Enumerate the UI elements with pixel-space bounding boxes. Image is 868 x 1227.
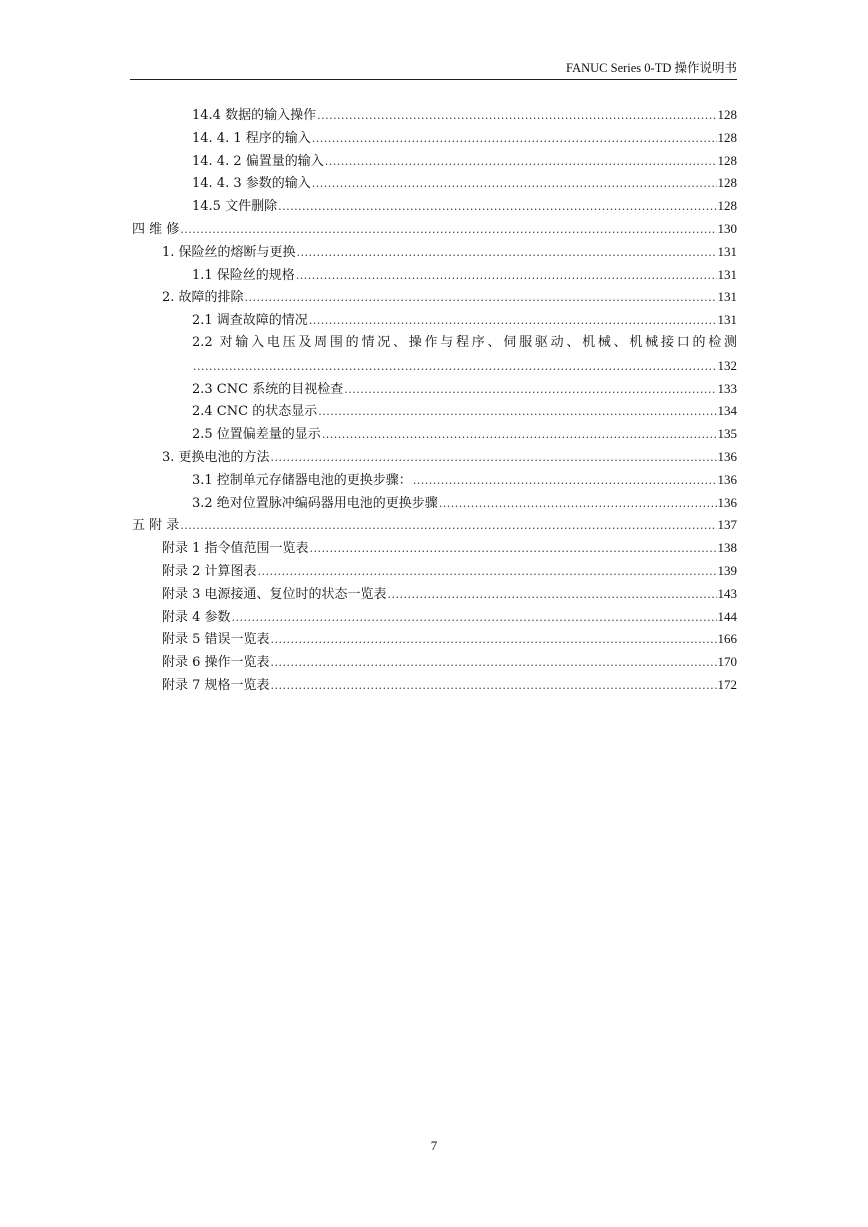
toc-entry-page: 132 bbox=[717, 357, 737, 373]
toc-dot-leader bbox=[180, 515, 716, 538]
toc-entry-page: 131 bbox=[717, 312, 737, 328]
toc-entry-title: 四 维 修 bbox=[132, 221, 180, 237]
toc-dot-leader bbox=[271, 652, 717, 675]
toc-entry-page: 136 bbox=[717, 471, 737, 487]
toc-entry-page: 128 bbox=[717, 107, 737, 122]
toc-entry-title: 1.1 保险丝的规格 bbox=[192, 267, 295, 283]
toc-entry[interactable] bbox=[130, 674, 737, 697]
toc-entry-title: 附录 1 指令值范围一览表 bbox=[162, 541, 309, 557]
toc-dot-leader bbox=[322, 424, 717, 447]
toc-dot-leader bbox=[278, 196, 716, 219]
toc-entry[interactable] bbox=[130, 423, 737, 446]
toc-entry-title: 2.2 对输入电压及周围的情况、操作与程序、伺服驱动、机械、机械接口的检测 bbox=[192, 334, 737, 350]
toc-entry[interactable] bbox=[130, 651, 737, 674]
toc-entry-page: 133 bbox=[717, 380, 737, 396]
toc-entry-page: 131 bbox=[717, 289, 737, 305]
toc-entry[interactable] bbox=[130, 309, 737, 332]
toc-entry[interactable] bbox=[130, 537, 737, 560]
toc-entry-title: 附录 4 参数 bbox=[162, 609, 231, 625]
toc-entry[interactable] bbox=[130, 560, 737, 583]
toc-dot-leader bbox=[388, 584, 717, 607]
toc-dot-leader bbox=[439, 493, 717, 516]
running-header: FANUC Series 0-TD 操作说明书 bbox=[566, 61, 737, 75]
toc-entry[interactable] bbox=[130, 469, 737, 492]
table-of-contents bbox=[130, 104, 737, 697]
toc-entry[interactable] bbox=[130, 583, 737, 606]
toc-entry-title: 14.5 文件删除 bbox=[192, 199, 278, 215]
toc-entry-page: 128 bbox=[717, 175, 737, 191]
toc-entry-title: 2.4 CNC 的状态显示 bbox=[192, 404, 318, 420]
page-number: 7 bbox=[430, 1138, 438, 1153]
toc-entry-title: 3. 更换电池的方法 bbox=[162, 449, 270, 465]
toc-dot-leader bbox=[245, 287, 717, 310]
toc-entry-title: 14.4 数据的输入操作 bbox=[192, 108, 317, 123]
toc-entry[interactable] bbox=[130, 218, 737, 241]
toc-entry-title: 附录 3 电源接通、复位时的状态一览表 bbox=[162, 586, 387, 602]
toc-entry[interactable] bbox=[130, 127, 737, 150]
toc-entry-page: 166 bbox=[717, 631, 737, 647]
toc-entry-page: 138 bbox=[717, 540, 737, 556]
toc-entry[interactable] bbox=[130, 332, 737, 378]
toc-entry-page: 137 bbox=[717, 517, 737, 533]
toc-entry-continuation bbox=[192, 355, 737, 378]
toc-entry[interactable] bbox=[130, 492, 737, 515]
toc-entry-title: 附录 6 操作一览表 bbox=[162, 655, 270, 671]
toc-dot-leader bbox=[180, 219, 716, 242]
toc-entry-page: 172 bbox=[717, 676, 737, 692]
toc-entry-title: 3.1 控制单元存储器电池的更换步骤： bbox=[192, 472, 412, 488]
toc-dot-leader bbox=[193, 356, 717, 379]
toc-dot-leader bbox=[413, 470, 717, 493]
toc-dot-leader bbox=[312, 128, 717, 151]
toc-entry-title: 14. 4. 2 偏置量的输入 bbox=[192, 153, 324, 169]
toc-entry[interactable] bbox=[130, 514, 737, 537]
toc-dot-leader bbox=[258, 561, 717, 584]
toc-entry-title: 2.1 调查故障的情况 bbox=[192, 313, 308, 329]
toc-entry[interactable] bbox=[130, 264, 737, 287]
toc-entry[interactable] bbox=[130, 172, 737, 195]
toc-entry[interactable] bbox=[130, 628, 737, 651]
toc-dot-leader bbox=[344, 379, 716, 402]
toc-entry[interactable] bbox=[130, 378, 737, 401]
toc-entry-page: 139 bbox=[717, 562, 737, 578]
toc-entry-page: 128 bbox=[717, 129, 737, 145]
toc-entry-title: 2.5 位置偏差量的显示 bbox=[192, 427, 321, 443]
toc-entry-page: 128 bbox=[717, 152, 737, 168]
toc-entry-title: 附录 2 计算图表 bbox=[162, 563, 257, 579]
toc-entry-title: 14. 4. 1 程序的输入 bbox=[192, 130, 311, 146]
toc-dot-leader bbox=[271, 447, 717, 470]
toc-dot-leader bbox=[317, 105, 716, 128]
toc-entry-page: 131 bbox=[717, 266, 737, 282]
toc-entry-title: 2. 故障的排除 bbox=[162, 290, 244, 306]
toc-dot-leader bbox=[271, 629, 717, 652]
toc-entry-page: 131 bbox=[717, 243, 737, 259]
toc-entry[interactable] bbox=[130, 150, 737, 173]
toc-dot-leader bbox=[325, 151, 717, 174]
toc-entry-title: 附录 5 错误一览表 bbox=[162, 632, 270, 648]
toc-entry-title: 1. 保险丝的熔断与更换 bbox=[162, 244, 296, 260]
toc-entry[interactable] bbox=[130, 400, 737, 423]
toc-entry-page: 144 bbox=[717, 608, 737, 624]
toc-entry-title: 附录 7 规格一览表 bbox=[162, 677, 270, 693]
toc-entry-page: 128 bbox=[717, 198, 737, 214]
toc-dot-leader bbox=[297, 242, 717, 265]
toc-dot-leader bbox=[232, 607, 717, 630]
toc-entry-title: 五 附 录 bbox=[132, 518, 180, 534]
header-rule bbox=[130, 79, 737, 80]
toc-entry-page: 136 bbox=[717, 494, 737, 510]
toc-entry-page: 135 bbox=[717, 426, 737, 442]
toc-entry-title: 2.3 CNC 系统的目视检查 bbox=[192, 381, 344, 397]
toc-dot-leader bbox=[271, 675, 717, 698]
toc-dot-leader bbox=[296, 265, 717, 288]
toc-entry[interactable] bbox=[130, 606, 737, 629]
toc-dot-leader bbox=[312, 173, 717, 196]
toc-dot-leader bbox=[318, 401, 716, 424]
toc-dot-leader bbox=[310, 538, 717, 561]
toc-entry-page: 143 bbox=[717, 585, 737, 601]
toc-entry-page: 130 bbox=[717, 220, 737, 236]
toc-dot-leader bbox=[309, 310, 717, 333]
toc-entry-page: 136 bbox=[717, 448, 737, 464]
toc-entry[interactable] bbox=[130, 195, 737, 218]
toc-entry[interactable] bbox=[130, 104, 737, 127]
toc-entry[interactable] bbox=[130, 286, 737, 309]
toc-entry-title: 3.2 绝对位置脉冲编码器用电池的更换步骤 bbox=[192, 495, 438, 511]
toc-entry-title: 14. 4. 3 参数的输入 bbox=[192, 176, 311, 192]
toc-entry[interactable] bbox=[130, 446, 737, 469]
toc-entry-page: 170 bbox=[717, 654, 737, 670]
toc-entry[interactable] bbox=[130, 241, 737, 264]
toc-entry-page: 134 bbox=[717, 403, 737, 419]
